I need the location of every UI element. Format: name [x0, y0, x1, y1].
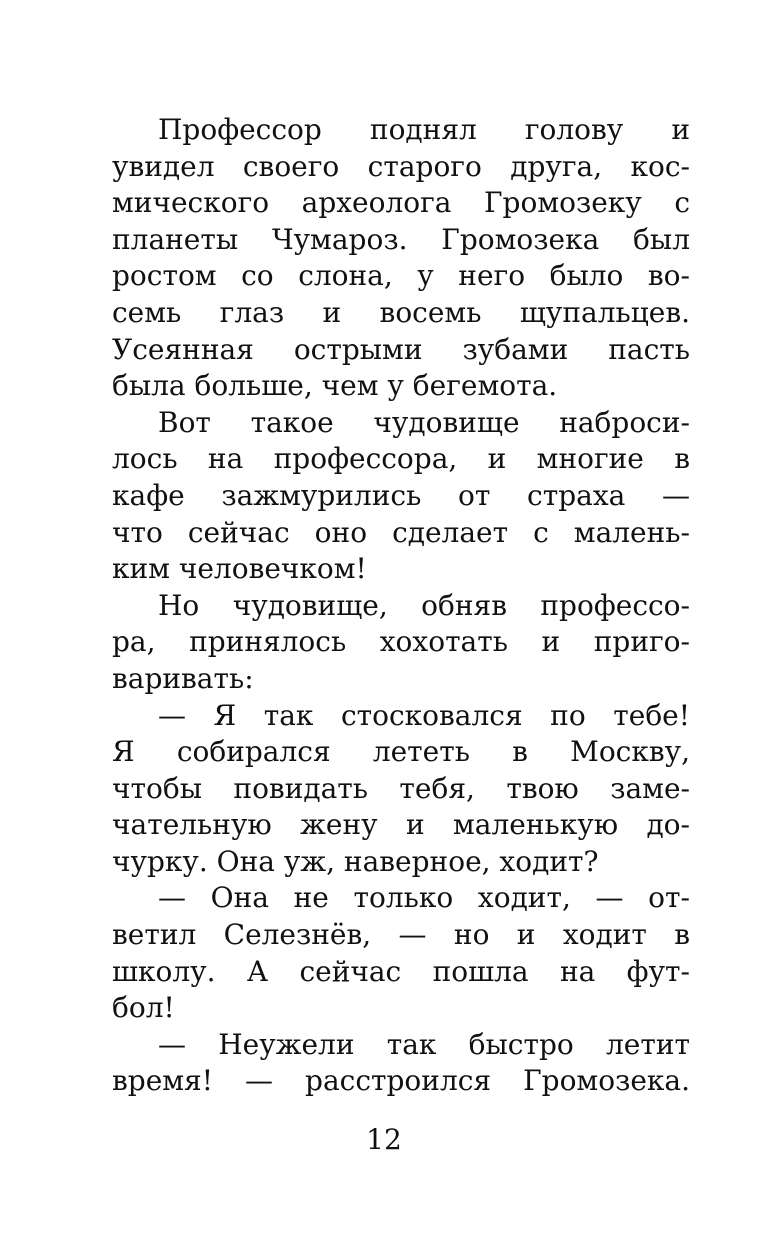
text-line: была больше, чем у бегемота. [112, 369, 558, 403]
text-line: — Она не только ходит, — от- [158, 881, 690, 915]
text-line: школу. А сейчас пошла на фут- [112, 954, 690, 988]
text-line: чательную жену и маленькую до- [112, 808, 690, 842]
text-line: Вот такое чудовище наброси- [158, 405, 690, 439]
text-line: планеты Чумароз. Громозека был [112, 222, 690, 256]
text-line: — Неужели так быстро летит [158, 1027, 690, 1061]
text-line: ра, принялось хохотать и приго- [112, 625, 690, 659]
text-line: ким человечком! [112, 552, 367, 586]
text-line: ветил Селезнёв, — но и ходит в [112, 918, 690, 952]
text-line: время! — расстроился Громозека. [112, 1064, 690, 1098]
text-line: — Я так стосковался по тебе! [158, 698, 690, 732]
body-text [112, 112, 690, 1100]
text-line: варивать: [112, 661, 254, 695]
text-line: мического археолога Громозеку с [112, 186, 690, 220]
text-line: семь глаз и восемь щупальцев. [112, 295, 690, 329]
text-line: ростом со слона, у него было во- [112, 259, 690, 293]
text-line: Усеянная острыми зубами пасть [112, 332, 690, 366]
text-line: Профессор поднял голову и [158, 113, 690, 146]
text-line: Но чудовище, обняв профессо- [158, 588, 690, 622]
text-line: увидел своего старого друга, кос- [112, 149, 690, 183]
text-line: что сейчас оно сделает с малень- [112, 515, 690, 549]
text-line: чтобы повидать тебя, твою заме- [112, 771, 690, 805]
text-line: Я собирался лететь в Москву, [112, 735, 690, 769]
text-line: лось на профессора, и многие в [112, 442, 690, 476]
text-line: бол! [112, 991, 175, 1025]
text-line: чурку. Она уж, наверное, ходит? [112, 844, 599, 878]
page-number: 12 [366, 1123, 402, 1156]
text-line: кафе зажмурились от страха — [112, 478, 690, 512]
